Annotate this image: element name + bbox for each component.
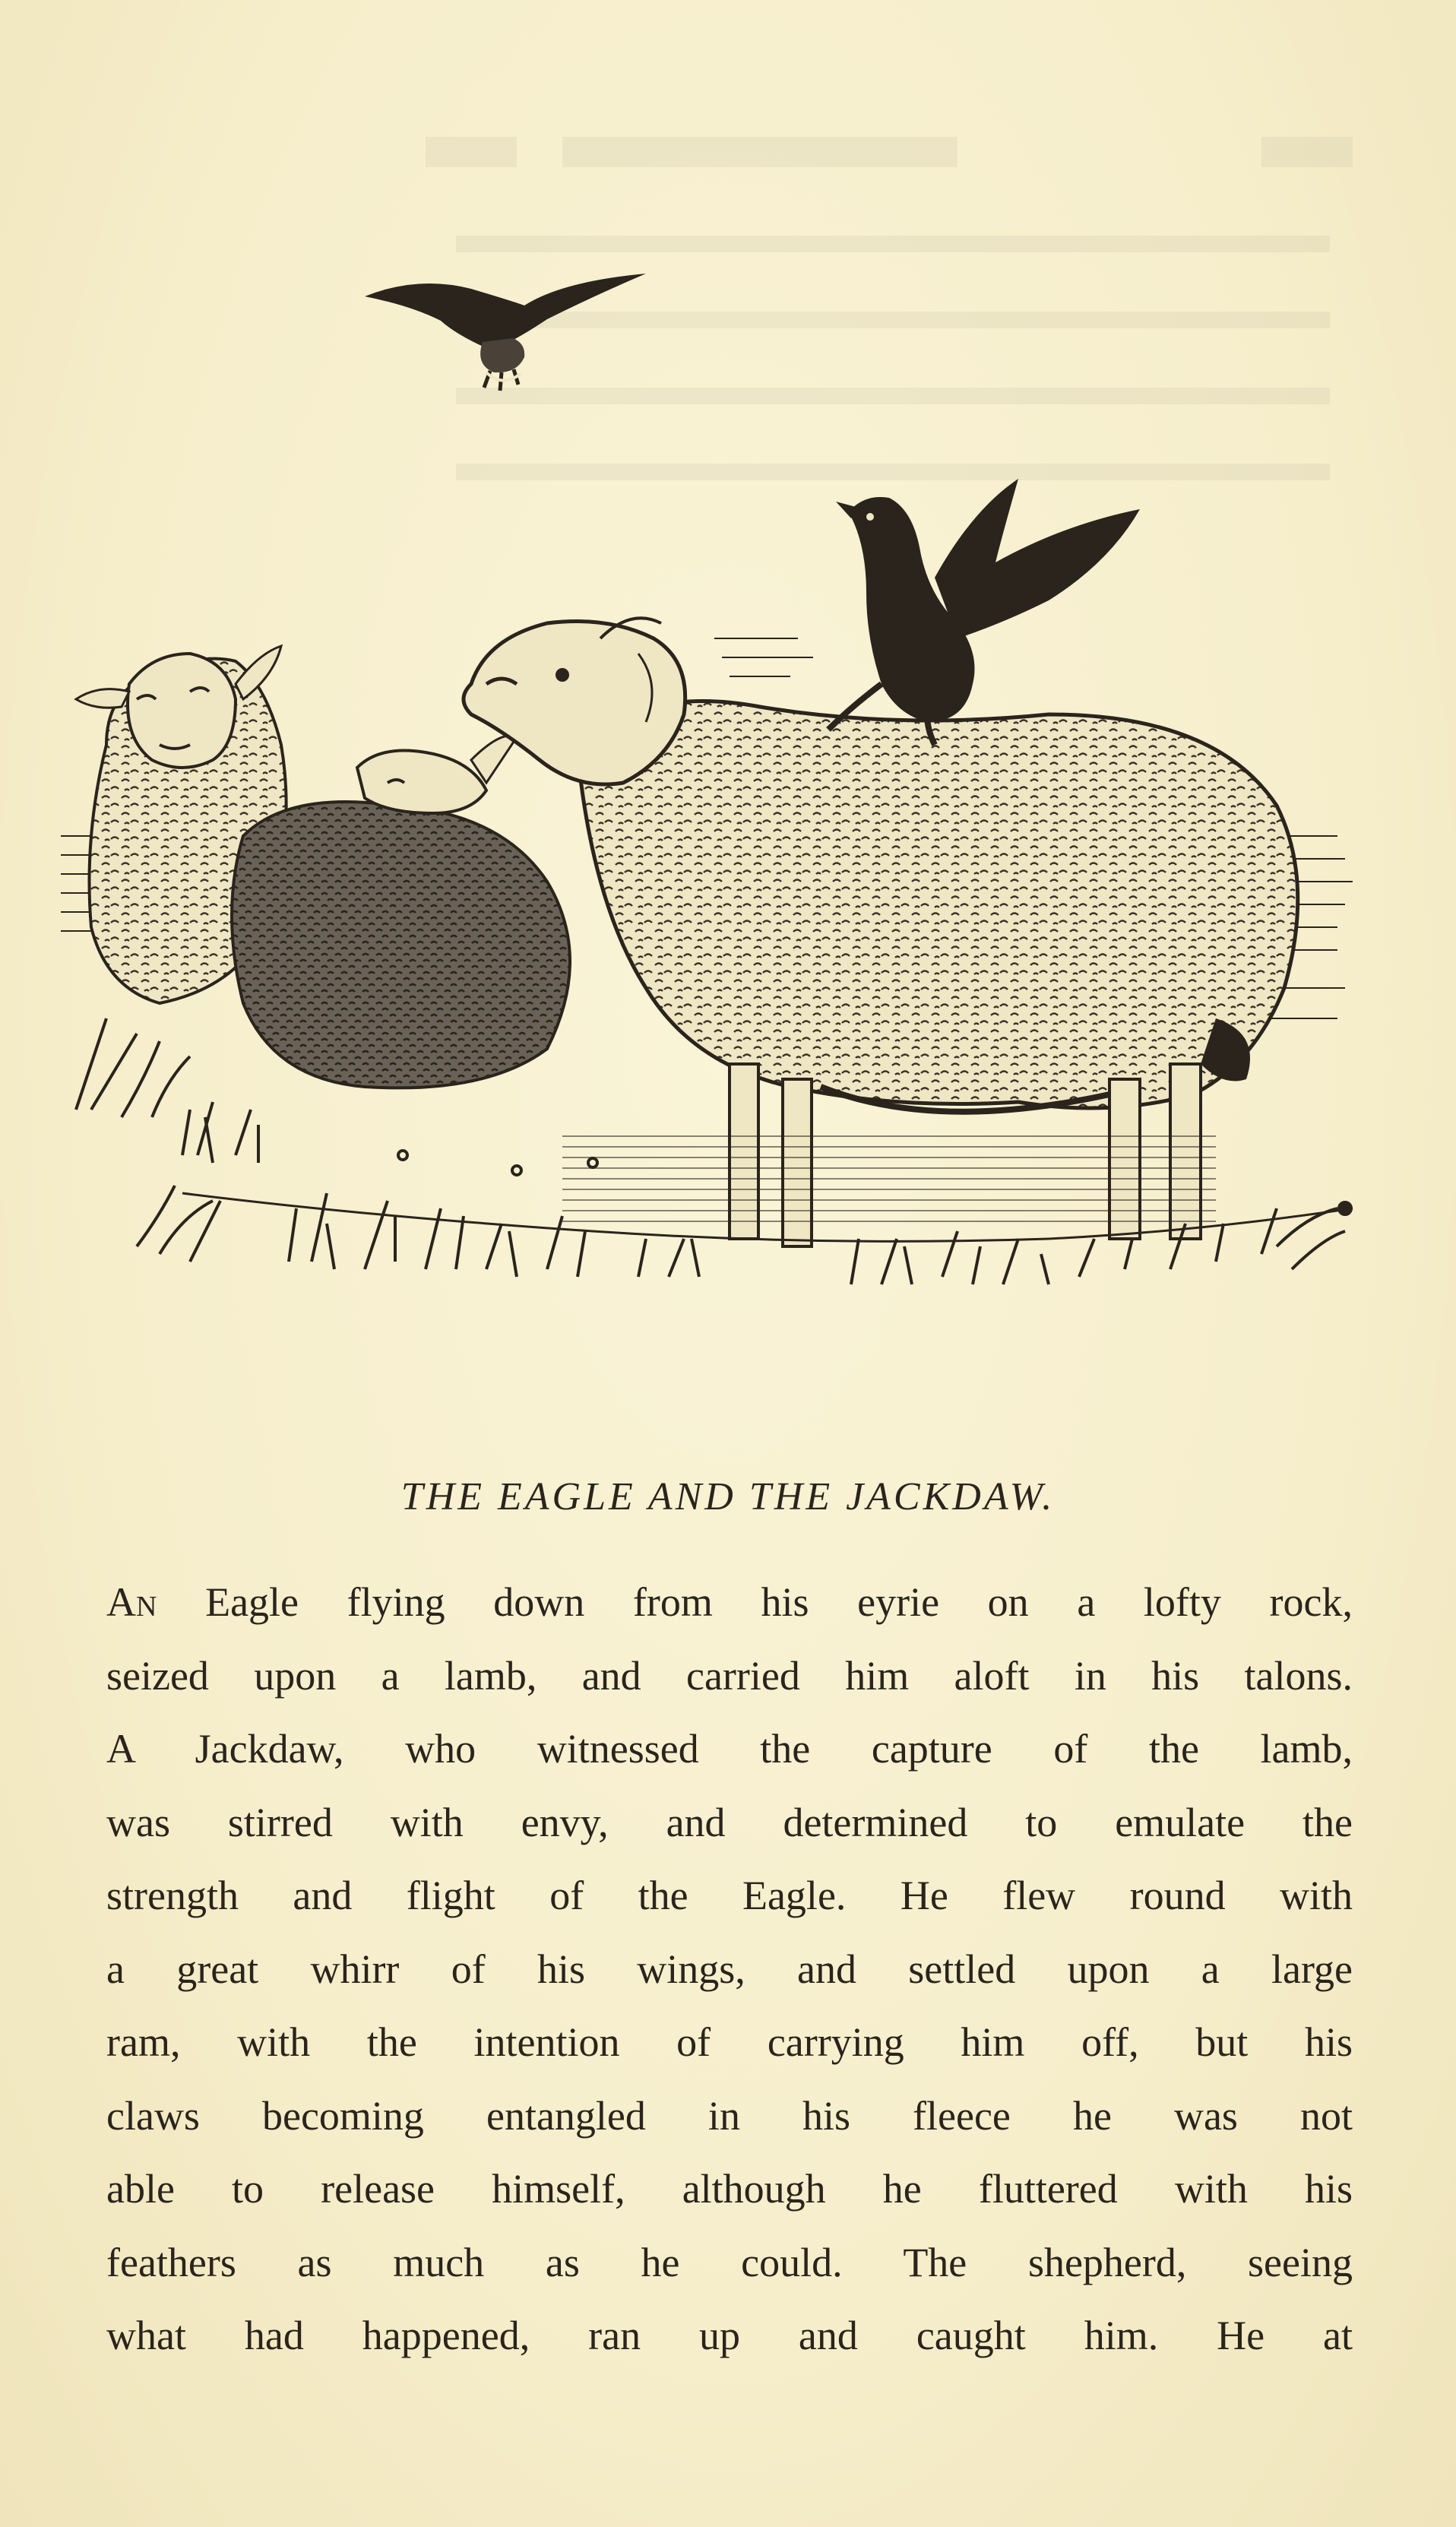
fable-text [106,1566,1353,2373]
text-line-8: claws becoming entangled in his fleece he was not [106,2092,1353,2139]
lead-word: An [106,1579,157,1625]
eagle-figure [365,274,646,391]
text-line-10: feathers as much as he could. The shepherd, seeing [106,2239,1353,2285]
text-line-7: ram, with the intention of carrying him off, but his [106,2019,1353,2065]
text-line-1: An Eagle flying down from his eyrie on a lofty rock, [106,1579,1353,1625]
jackdaw-figure [828,479,1140,745]
text-line-2: seized upon a lamb, and carried him aloft in his talons. [106,1652,1353,1699]
text-line-6: a great whirr of his wings, and settled upon a large [106,1946,1353,1992]
text-line-5: strength and flight of the Eagle. He flew round with [106,1873,1353,1918]
woodcut-illustration [61,258,1391,1383]
text-line-11: what had happened, ran up and caught him. He at [106,2313,1353,2358]
text-line-4: was stirred with envy, and determined to emulate the [106,1799,1353,1845]
text-line-9: able to release himself, although he fluttered with his [106,2166,1353,2212]
fable-title: THE EAGLE AND THE JACKDAW. [400,1475,1056,1518]
text-line-3: A Jackdaw, who witnessed the capture of the lamb, [106,1726,1353,1772]
ground-shadow [562,1132,1216,1224]
